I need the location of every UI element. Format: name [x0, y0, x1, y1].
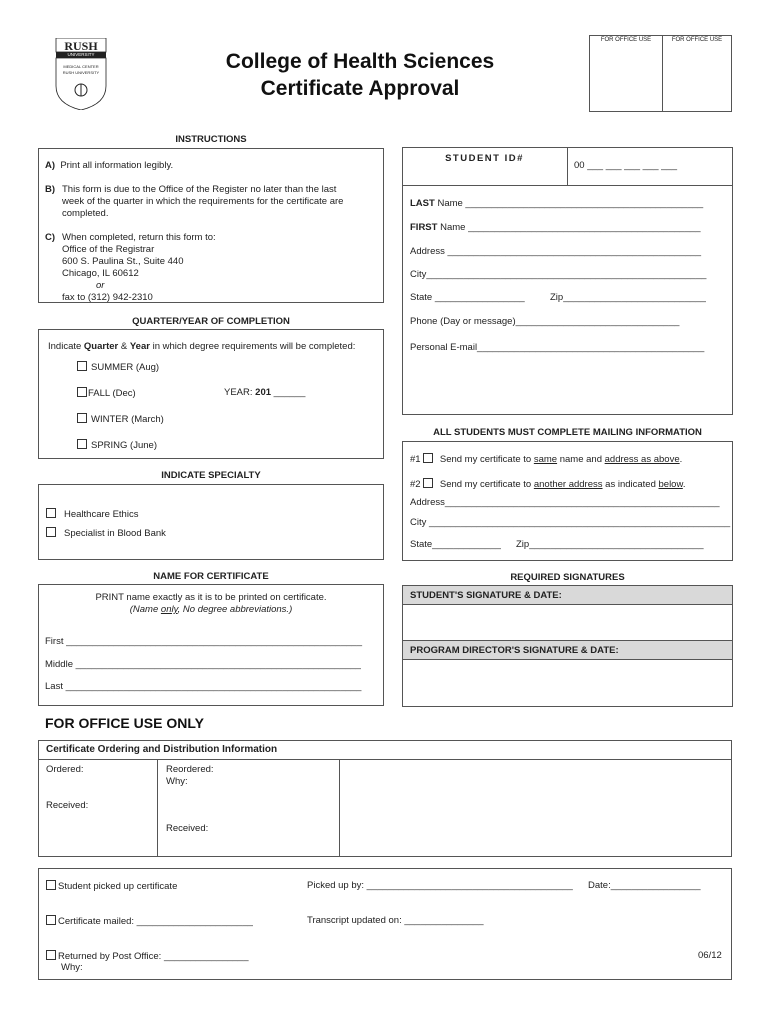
student-info-box [402, 147, 733, 415]
name-cert-instruction-1: PRINT name exactly as it is to be printed on certificate. [95, 592, 327, 603]
ordered-label: Ordered: [46, 764, 84, 775]
email-field[interactable]: Personal E-mail___________________________________________ [410, 342, 705, 353]
quarter-intro: Indicate Quarter & Year in which degree requirements will be completed: [48, 341, 356, 352]
returned-option[interactable]: Returned by Post Office: ________________ [46, 950, 249, 962]
mailing-state-field[interactable]: State_____________ [410, 539, 501, 550]
cert-ordering-header: Certificate Ordering and Distribution Information [46, 744, 278, 755]
student-id-value[interactable]: 00 ___ ___ ___ ___ ___ [574, 160, 678, 171]
signatures-header: REQUIRED SIGNATURES [510, 572, 625, 583]
instr-c-tag: C) [45, 232, 56, 243]
cert-ordering-divider-1 [157, 760, 158, 857]
mailing-header: ALL STUDENTS MUST COMPLETE MAILING INFORMATION [433, 427, 702, 438]
mailing-city-field[interactable]: City _________________________________________________________ [410, 517, 731, 528]
city-field[interactable]: City_____________________________________________________ [410, 269, 707, 280]
winter-option[interactable]: WINTER (March) [77, 413, 164, 425]
address-field[interactable]: Address ________________________________________________ [410, 246, 702, 257]
name-cert-header: NAME FOR CERTIFICATE [153, 571, 269, 582]
office-use-box-1 [589, 35, 663, 112]
rush-university-logo [52, 38, 110, 110]
instr-b-line2: week of the quarter in which the requirements for the certificate are [62, 196, 344, 207]
instr-c-line1: When completed, return this form to: [62, 232, 216, 243]
office-use-heading: FOR OFFICE USE ONLY [45, 715, 204, 731]
reordered-why-label: Why: [166, 776, 188, 787]
instr-a: A) Print all information legibly. [45, 160, 174, 171]
instr-b-line3: completed. [62, 208, 109, 219]
instr-b-tag: B) [45, 184, 56, 195]
director-signature-label-bar [402, 640, 733, 660]
instr-c-fax: fax to (312) 942-2310 [62, 292, 153, 303]
instructions-header: INSTRUCTIONS [175, 134, 247, 145]
cert-last-name-field[interactable]: Last ________________________________________________________ [45, 681, 362, 692]
winter-checkbox[interactable] [77, 413, 87, 423]
summer-option[interactable]: SUMMER (Aug) [77, 361, 159, 373]
logo-name: RUSH [64, 39, 98, 53]
fall-option[interactable]: FALL (Dec) [77, 387, 136, 399]
cert-middle-name-field[interactable]: Middle ______________________________________________________ [45, 659, 361, 670]
director-signature-field[interactable] [403, 661, 732, 706]
instr-c-line3: 600 S. Paulina St., Suite 440 [62, 256, 184, 267]
form-version: 06/12 [698, 950, 722, 961]
spring-option[interactable]: SPRING (June) [77, 439, 157, 451]
spring-checkbox[interactable] [77, 439, 87, 449]
instructions-box [38, 148, 384, 303]
mailing-zip-field[interactable]: Zip_________________________________ [516, 539, 704, 550]
first-name-field[interactable]: FIRST Name ____________________________________________ [410, 222, 701, 233]
zip-field[interactable]: Zip___________________________ [550, 292, 706, 303]
office-use-label-2: FOR OFFICE USE [671, 37, 723, 43]
ethics-checkbox[interactable] [46, 508, 56, 518]
mailed-option[interactable]: Certificate mailed: ______________________ [46, 915, 253, 927]
summer-checkbox[interactable] [77, 361, 87, 371]
mailing-option-1[interactable]: #1 Send my certificate to same name and address as above. [410, 454, 683, 465]
returned-why-label: Why: [61, 962, 83, 973]
logo-tag2: RUSH UNIVERSITY [62, 70, 100, 75]
picked-up-by-field[interactable]: Picked up by: _______________________________________ [307, 880, 573, 891]
logo-sub: UNIVERSITY [67, 52, 95, 57]
specialty-box [38, 484, 384, 560]
form-title-line2: Certificate Approval [260, 77, 460, 100]
student-signature-label: STUDENT'S SIGNATURE & DATE: [410, 590, 562, 601]
picked-up-option[interactable]: Student picked up certificate [46, 880, 177, 892]
received-mid-label: Received: [166, 823, 209, 834]
office-use-box-2 [662, 35, 732, 112]
phone-field[interactable]: Phone (Day or message)_______________________________ [410, 316, 680, 327]
received-left-label: Received: [46, 800, 89, 811]
instr-c-line4: Chicago, IL 60612 [62, 268, 139, 279]
mailing-option-1-checkbox[interactable] [423, 453, 433, 463]
transcript-updated-field[interactable]: Transcript updated on: _______________ [307, 915, 484, 926]
state-field[interactable]: State _________________ [410, 292, 525, 303]
returned-checkbox[interactable] [46, 950, 56, 960]
instr-c-or: or [96, 280, 105, 291]
instr-c-line2: Office of the Registrar [62, 244, 155, 255]
cert-ordering-divider-2 [339, 760, 340, 857]
picked-up-date-field[interactable]: Date:_________________ [588, 880, 701, 891]
quarter-header: QUARTER/YEAR OF COMPLETION [132, 316, 290, 327]
year-field[interactable]: YEAR: 201 ______ [224, 387, 306, 398]
director-signature-label: PROGRAM DIRECTOR'S SIGNATURE & DATE: [410, 645, 619, 656]
office-use-label-1: FOR OFFICE USE [600, 37, 652, 43]
fall-checkbox[interactable] [77, 387, 87, 397]
picked-up-checkbox[interactable] [46, 880, 56, 890]
student-signature-label-bar [402, 585, 733, 605]
form-title-line1: College of Health Sciences [225, 50, 495, 73]
specialty-option-bloodbank[interactable]: Specialist in Blood Bank [46, 527, 166, 539]
mailed-checkbox[interactable] [46, 915, 56, 925]
cert-ordering-header-bar [38, 740, 732, 760]
last-name-field[interactable]: LAST Name _____________________________________________ [410, 198, 704, 209]
name-cert-instruction-2: (Name only, No degree abbreviations.) [129, 604, 293, 615]
student-signature-field[interactable] [403, 606, 732, 640]
logo-tag1: MEDICAL CENTER [63, 64, 99, 69]
reordered-label: Reordered: [166, 764, 214, 775]
cert-first-name-field[interactable]: First ________________________________________________________ [45, 636, 362, 647]
instr-b-line1: This form is due to the Office of the Register no later than the last [62, 184, 337, 195]
mailing-address-field[interactable]: Address____________________________________________________ [410, 497, 720, 508]
specialty-header: INDICATE SPECIALTY [161, 470, 261, 481]
mailing-option-2-checkbox[interactable] [423, 478, 433, 488]
bloodbank-checkbox[interactable] [46, 527, 56, 537]
specialty-option-ethics[interactable]: Healthcare Ethics [46, 508, 138, 520]
student-id-label: STUDENT ID# [445, 153, 524, 164]
mailing-option-2[interactable]: #2 Send my certificate to another address as indicated below. [410, 479, 686, 490]
